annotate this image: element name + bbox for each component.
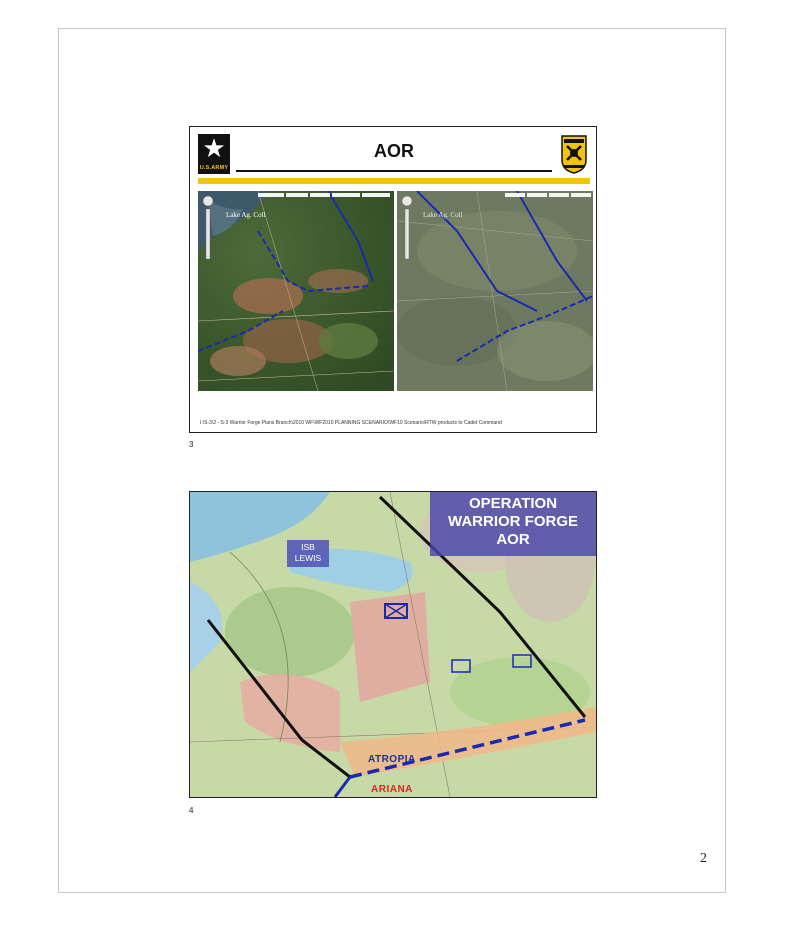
page-number: 2	[700, 851, 707, 866]
army-logo-text: U.S.ARMY	[199, 165, 229, 171]
slide-footer-path: I:\S-3\2 - S-3 Warrior Forge Plans Branch\2010 WF\WF2010 PLANNING SCENARIO\WF10 Scenario\RTW products to Cadet Command	[200, 420, 502, 426]
map-left-label: Lake Ag. Coll	[226, 211, 266, 219]
isb-lewis-label	[287, 540, 329, 567]
yellow-accent-bar	[198, 178, 590, 184]
isb-line-2: LEWIS	[294, 553, 322, 563]
satellite-map-left	[198, 191, 394, 391]
isb-line-1: ISB	[301, 542, 315, 552]
slide-operation-map	[189, 491, 597, 798]
banner-line-3: AOR	[496, 531, 530, 548]
title-divider	[236, 170, 552, 172]
slide-aor-satellite	[189, 126, 597, 433]
map-right-label: Lake Ag. Coll	[423, 211, 463, 219]
slide-number-3: 3	[189, 440, 194, 449]
satellite-map-right	[397, 191, 593, 391]
slide-title: AOR	[374, 141, 414, 161]
banner-line-1: OPERATION	[468, 495, 558, 512]
banner-line-2: WARRIOR FORGE	[448, 513, 578, 530]
slide-number-4: 4	[189, 806, 194, 815]
atropia-label: ATROPIA	[368, 754, 416, 765]
ariana-label: ARIANA	[371, 784, 413, 795]
operation-banner	[430, 492, 596, 556]
us-army-logo: ★ U.S.ARMY	[198, 134, 230, 174]
